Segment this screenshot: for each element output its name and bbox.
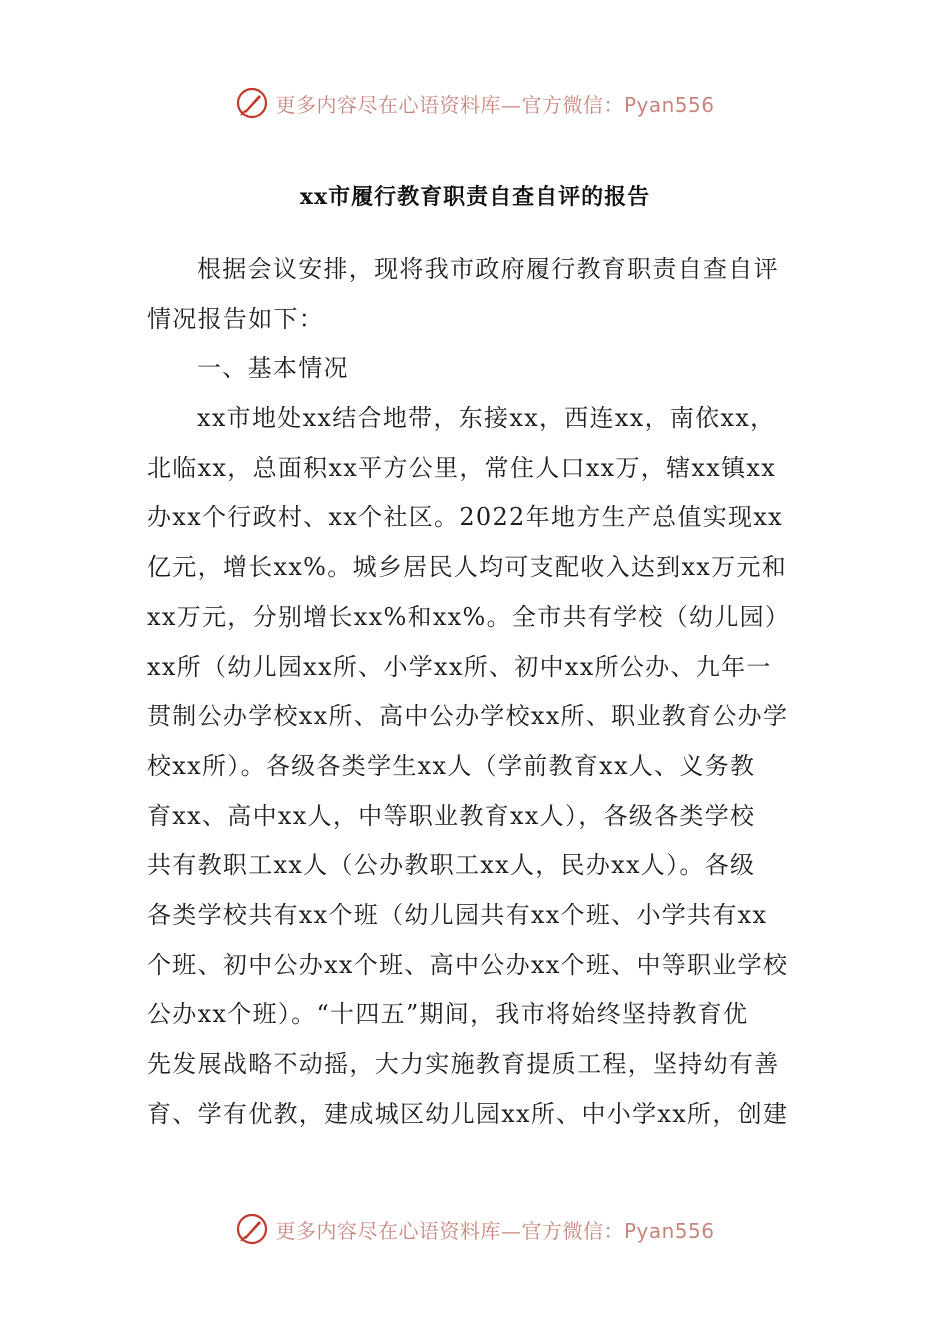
body-line: 贯制公办学校xx所、高中公办学校xx所、职业教育公办学 <box>147 702 789 731</box>
body-line: 育、学有优教，建成城区幼儿园xx所、中小学xx所，创建 <box>147 1099 789 1128</box>
document-body <box>147 245 807 1139</box>
body-line: 根据会议安排，现将我市政府履行教育职责自查自评 <box>197 255 779 283</box>
body-line: 办xx个行政村、xx个社区。2022年地方生产总值实现xx <box>147 503 783 532</box>
body-line: 亿元，增长xx%。城乡居民人均可支配收入达到xx万元和 <box>147 553 788 582</box>
body-line: 校xx所）。各级各类学生xx人（学前教育xx人、义务教 <box>147 751 756 780</box>
watermark-contact-text: 官方微信：Pyan556 <box>521 92 715 117</box>
watermark-banner-bottom <box>0 1204 950 1254</box>
body-line: xx万元，分别增长xx%和xx%。全市共有学校（幼儿园） <box>147 602 791 631</box>
quill-logo-icon <box>235 1212 269 1246</box>
watermark-site-text: 更多内容尽在心语资料库— <box>275 92 522 117</box>
body-line: 北临xx，总面积xx平方公里，常住人口xx万，辖xx镇xx <box>147 453 777 482</box>
document-title: xx市履行教育职责自查自评的报告 <box>299 184 651 210</box>
body-line: 个班、初中公办xx个班、高中公办xx个班、中等职业学校 <box>147 950 789 979</box>
section-heading: 一、基本情况 <box>197 354 349 383</box>
body-line: 情况报告如下： <box>147 304 325 333</box>
body-line: 先发展战略不动摇，大力实施教育提质工程，坚持幼有善 <box>147 1050 780 1078</box>
body-line: 共有教职工xx人（公办教职工xx人，民办xx人）。各级 <box>147 851 756 880</box>
body-line: 各类学校共有xx个班（幼儿园共有xx个班、小学共有xx <box>147 900 768 929</box>
body-line: xx市地处xx结合地带，东接xx，西连xx，南依xx， <box>197 404 776 433</box>
quill-logo-icon <box>235 86 269 120</box>
body-line: xx所（幼儿园xx所、小学xx所、初中xx所公办、九年一 <box>147 652 772 681</box>
body-line: 育xx、高中xx人，中等职业教育xx人），各级各类学校 <box>147 801 756 830</box>
watermark-banner-top <box>0 78 950 128</box>
watermark-site-text: 更多内容尽在心语资料库— <box>275 1218 522 1243</box>
watermark-contact-text: 官方微信：Pyan556 <box>521 1218 715 1243</box>
body-line: 公办xx个班）。“十四五”期间，我市将始终坚持教育优 <box>147 1000 749 1029</box>
